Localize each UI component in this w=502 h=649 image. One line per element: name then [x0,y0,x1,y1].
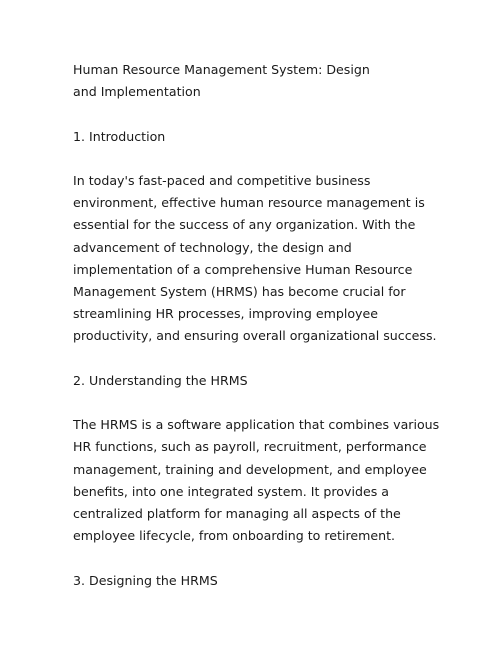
section-heading-understanding: 2. Understanding the HRMS [73,372,248,388]
section-heading-introduction: 1. Introduction [73,128,166,144]
section-heading-designing: 3. Designing the HRMS [73,572,218,588]
document-body [73,59,443,614]
document-title: Human Resource Management System: Design and Implementation [73,62,370,100]
section-body-understanding: The HRMS is a software application that combines various HR functions, such as payroll, recruitment, performance management, training and development, and employee benefits, into one integrated system. It provides a centralized platform for managing all aspects of the employee lifecycle, from onboarding to retirement. [73,417,440,544]
section-body-introduction: In today's fast-paced and competitive business environment, effective human resource management is essential for the success of any organization. With the advancement of technology, the design and implementation of a comprehensive Human Resource Management System (HRMS) has become crucial for streamlining HR processes, improving employee productivity, and ensuring overall organizational success. [73,172,437,344]
